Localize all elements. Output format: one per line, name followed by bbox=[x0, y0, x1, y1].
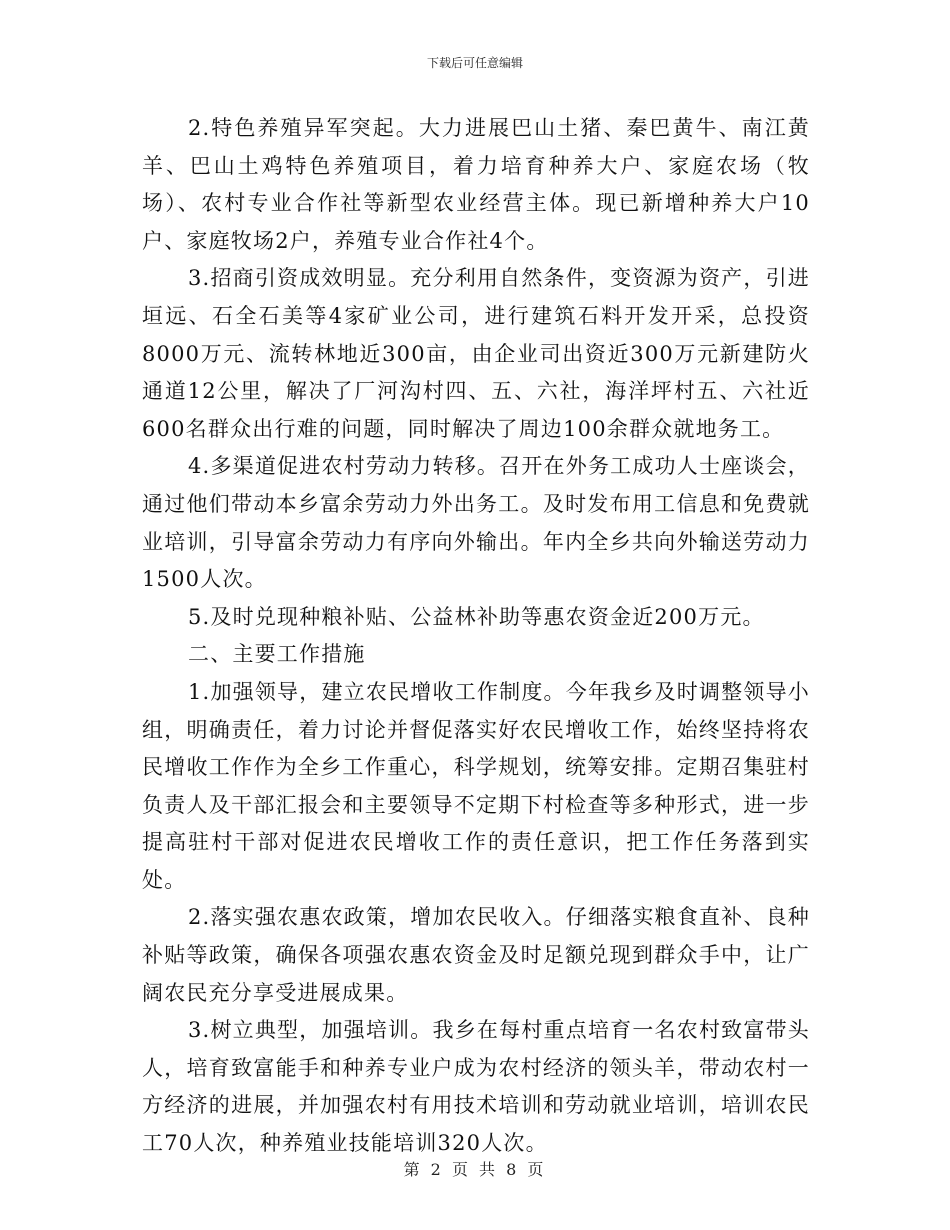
section-heading-measures: 二、主要工作措施 bbox=[188, 642, 366, 667]
page-number: 第 2 页 共 8 页 bbox=[403, 1160, 547, 1179]
document-body bbox=[142, 110, 810, 1163]
paragraph-investment: 3.招商引资成效明显。充分利用自然条件，变资源为资产，引进垣远、石全石美等4家矿业公司，进行建筑石料开发开采，总投资8000万元、流转林地近300亩，由企业司出资近300万元新建防火通道12公里，解决了厂河沟村四、五、六社，海洋坪村五、六社近600名群众出行难的问题，同时解决了周边100余群众就地务工。 bbox=[142, 266, 810, 441]
paragraph-training: 3.树立典型，加强培训。我乡在每村重点培育一名农村致富带头人，培育致富能手和种养专业户成为农村经济的领头羊，带动农村一方经济的进展，并加强农村有用技术培训和劳动就业培训，培训农民工70人次，种养殖业技能培训320人次。 bbox=[142, 1018, 810, 1156]
paragraph-policy: 2.落实强农惠农政策，增加农民收入。仔细落实粮食直补、良种补贴等政策，确保各项强农惠农资金及时足额兑现到群众手中，让广阔农民充分享受进展成果。 bbox=[142, 905, 810, 1005]
paragraph-leadership: 1.加强领导，建立农民增收工作制度。今年我乡及时调整领导小组，明确责任，着力讨论并督促落实好农民增收工作，始终坚持将农民增收工作作为全乡工作重心，科学规划，统筹安排。定期召集驻村负责人及干部汇报会和主要领导不定期下村检查等多种形式，进一步提高驻村干部对促进农民增收工作的责任意识，把工作任务落到实处。 bbox=[142, 679, 810, 892]
header-note: 下载后可任意编辑 bbox=[426, 56, 523, 70]
paragraph-special-breeding: 2.特色养殖异军突起。大力进展巴山土猪、秦巴黄牛、南江黄羊、巴山土鸡特色养殖项目，着力培育种养大户、家庭农场（牧场）、农村专业合作社等新型农业经营主体。现已新增种养大户10户、家庭牧场2户，养殖专业合作社4个。 bbox=[142, 116, 810, 253]
paragraph-subsidies: 5.及时兑现种粮补贴、公益林补助等惠农资金近200万元。 bbox=[188, 604, 765, 629]
paragraph-labor-transfer: 4.多渠道促进农村劳动力转移。召开在外务工成功人士座谈会，通过他们带动本乡富余劳动力外出务工。及时发布用工信息和免费就业培训，引导富余劳动力有序向外输出。年内全乡共向外输送劳动力1500人次。 bbox=[142, 454, 810, 592]
